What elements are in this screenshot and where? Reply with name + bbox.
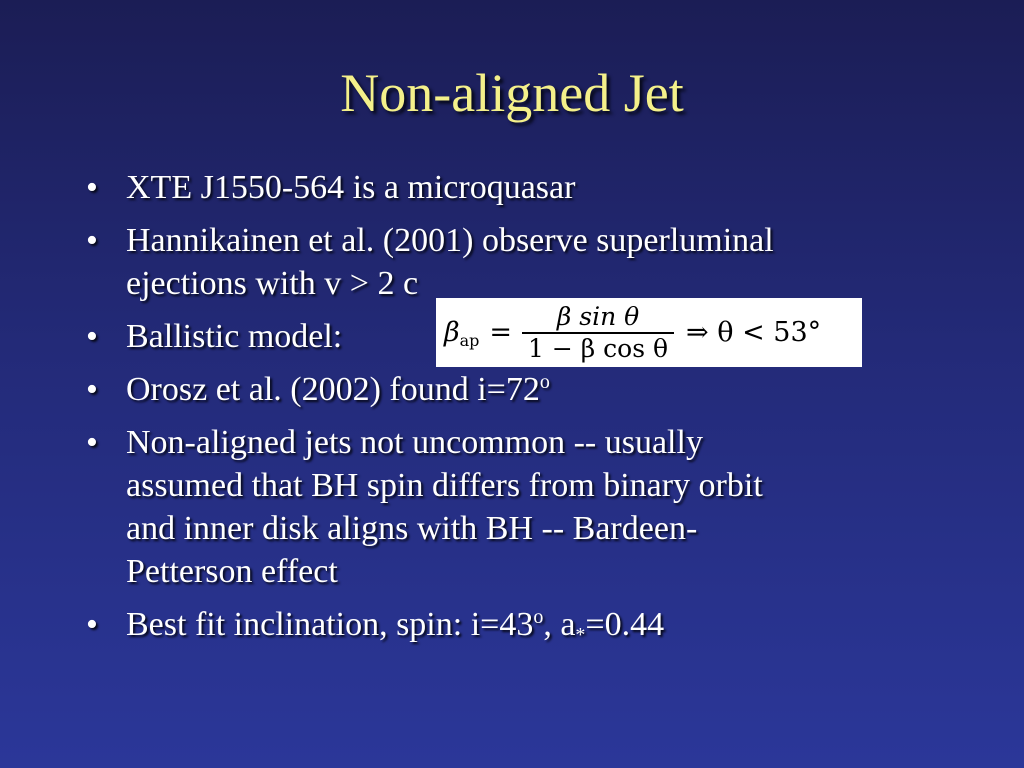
bullet-text-part1: Best fit inclination, spin: i=43: [126, 606, 534, 643]
bullet-list: [84, 166, 904, 646]
bullet-item-orosz: [84, 368, 904, 411]
ballistic-formula-image: [436, 298, 862, 367]
bullet-item-superluminal: [84, 219, 904, 305]
bullet-text: Ballistic model:: [126, 318, 343, 355]
bullet-item-best-fit: [84, 603, 904, 646]
formula-fraction: [522, 302, 674, 364]
degree-superscript: o: [539, 371, 550, 393]
bullet-text: Orosz et al. (2002) found i=72: [126, 371, 540, 408]
formula-numerator: β sin θ: [556, 301, 640, 331]
bullet-text-line2: assumed that BH spin differs from binary orbit: [126, 467, 763, 504]
formula-lhs-subscript: ap: [459, 331, 480, 350]
degree-superscript: o: [533, 606, 544, 628]
bullet-text-part3: =0.44: [585, 606, 665, 643]
formula-result: ⇒ θ < 53°: [686, 317, 822, 348]
bullet-text-line3: and inner disk aligns with BH -- Bardeen-: [126, 510, 698, 547]
bullet-text-line2: ejections with v > 2 c: [126, 265, 419, 302]
formula-denominator: 1 − β cos θ: [522, 332, 674, 364]
formula-equals: =: [489, 317, 513, 348]
formula-beta: β: [444, 317, 460, 348]
bullet-marker: •: [86, 169, 98, 206]
bullet-item-non-aligned-jets: [84, 421, 904, 593]
bullet-marker: •: [86, 424, 98, 461]
bullet-text: XTE J1550-564 is a microquasar: [126, 169, 576, 206]
bullet-marker: •: [86, 318, 98, 355]
bullet-marker: •: [86, 222, 98, 259]
bullet-marker: •: [86, 371, 98, 408]
formula-lhs: [444, 317, 479, 348]
bullet-text-line1: Non-aligned jets not uncommon -- usually: [126, 424, 703, 461]
bullet-text-part2: , a: [543, 606, 576, 643]
star-subscript: *: [575, 624, 586, 646]
bullet-text-line1: Hannikainen et al. (2001) observe superluminal: [126, 222, 774, 259]
bullet-item-microquasar: [84, 166, 904, 209]
slide-title: Non-aligned Jet: [340, 63, 684, 123]
bullet-text-line4: Petterson effect: [126, 553, 338, 590]
bullet-marker: •: [86, 606, 98, 643]
